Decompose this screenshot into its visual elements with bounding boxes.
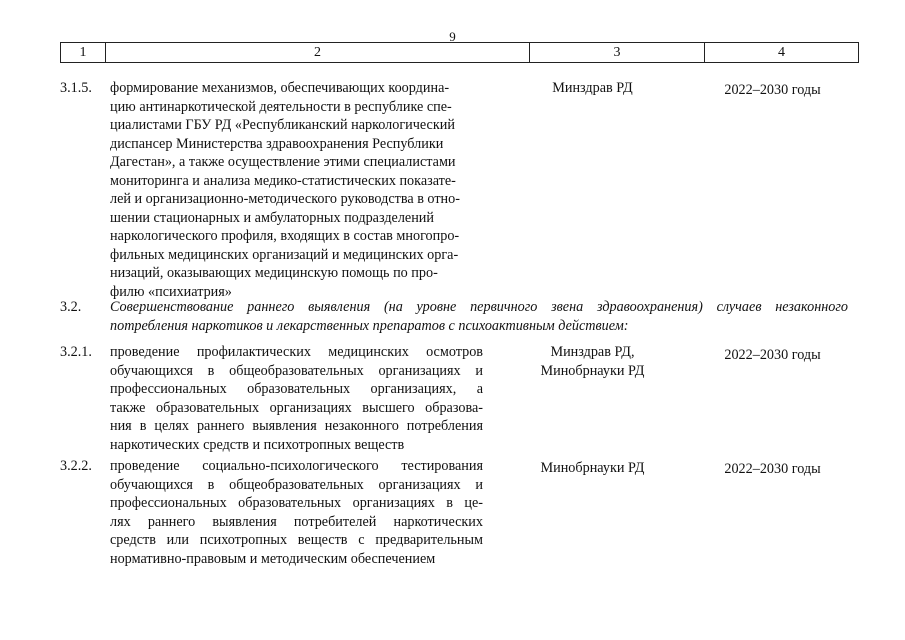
item-number: 3.2.1.: [60, 344, 92, 360]
section-line: Совершенствование раннего выявления (на уровне первичного звена здравоохранения) случаев незаконного: [110, 299, 848, 315]
text-line: профессиональных образовательных организациях в це-: [110, 495, 483, 511]
responsible-department: [520, 343, 665, 380]
text-line: ния в целях раннего выявления незаконного потребления: [110, 418, 483, 434]
responsible-department: [520, 79, 665, 98]
item-description: [110, 457, 483, 568]
text-line: лях раннего выявления потребителей наркотических: [110, 513, 483, 530]
section-line: потребления наркотиков и лекарственных препаратов с психоактивным действием:: [110, 317, 629, 334]
text-line: обучающихся в общеобразовательных организациях и: [110, 362, 483, 379]
page-number: 9: [449, 29, 456, 44]
item-number: 3.2.2.: [60, 458, 92, 474]
item-number: 3.1.5.: [60, 80, 92, 96]
text-line: диспансер Министерства здравоохранения Республики: [110, 135, 444, 152]
department-line: Минздрав РД,: [550, 344, 635, 360]
responsible-department: [520, 459, 665, 478]
text-line: профессиональных образовательных организациях, а: [110, 381, 483, 397]
text-line: циалистами ГБУ РД «Республиканский наркологический: [110, 117, 455, 133]
column-number-3: 3: [530, 43, 705, 63]
text-line: формирование механизмов, обеспечивающих координа-: [110, 80, 450, 96]
text-line: филю «психиатрия»: [110, 283, 232, 300]
section-number: 3.2.: [60, 299, 82, 315]
text-line: наркотических средств и психотропных веществ: [110, 436, 405, 453]
column-number-header: [60, 42, 859, 63]
item-description: [110, 343, 483, 454]
department-line: Минобрнауки РД: [540, 460, 645, 476]
department-line: Минздрав РД: [552, 80, 633, 96]
text-line: также образовательных организациях высшего образова-: [110, 399, 483, 416]
text-line: низаций, оказывающих медицинскую помощь по про-: [110, 265, 438, 281]
text-line: лей и организационно-методического руководства в отно-: [110, 191, 460, 207]
department-line: Минобрнауки РД: [540, 362, 645, 379]
text-line: средств или психотропных веществ с предварительным: [110, 532, 483, 548]
text-line: фильных медицинских организаций и медицинских орга-: [110, 246, 459, 263]
text-line: мониторинга и анализа медико-статистических показате-: [110, 172, 456, 189]
item-description: [110, 79, 483, 301]
period: 2022–2030 годы: [724, 461, 821, 477]
period: 2022–2030 годы: [724, 82, 821, 98]
column-number-1: 1: [61, 43, 106, 63]
text-line: шении стационарных и амбулаторных подразделений: [110, 209, 434, 226]
text-line: Дагестан», а также осуществление этими специалистами: [110, 154, 456, 170]
column-number-2: 2: [106, 43, 530, 63]
text-line: цию антинаркотической деятельности в республике спе-: [110, 98, 452, 115]
period: 2022–2030 годы: [724, 347, 821, 363]
column-number-4: 4: [705, 43, 859, 63]
text-line: проведение профилактических медицинских осмотров: [110, 344, 483, 360]
text-line: обучающихся в общеобразовательных организациях и: [110, 476, 483, 493]
text-line: проведение социально-психологического тестирования: [110, 458, 483, 474]
text-line: нормативно-правовым и методическим обеспечением: [110, 550, 436, 567]
text-line: наркологического профиля, входящих в состав многопро-: [110, 228, 460, 244]
section-title: [110, 298, 848, 335]
